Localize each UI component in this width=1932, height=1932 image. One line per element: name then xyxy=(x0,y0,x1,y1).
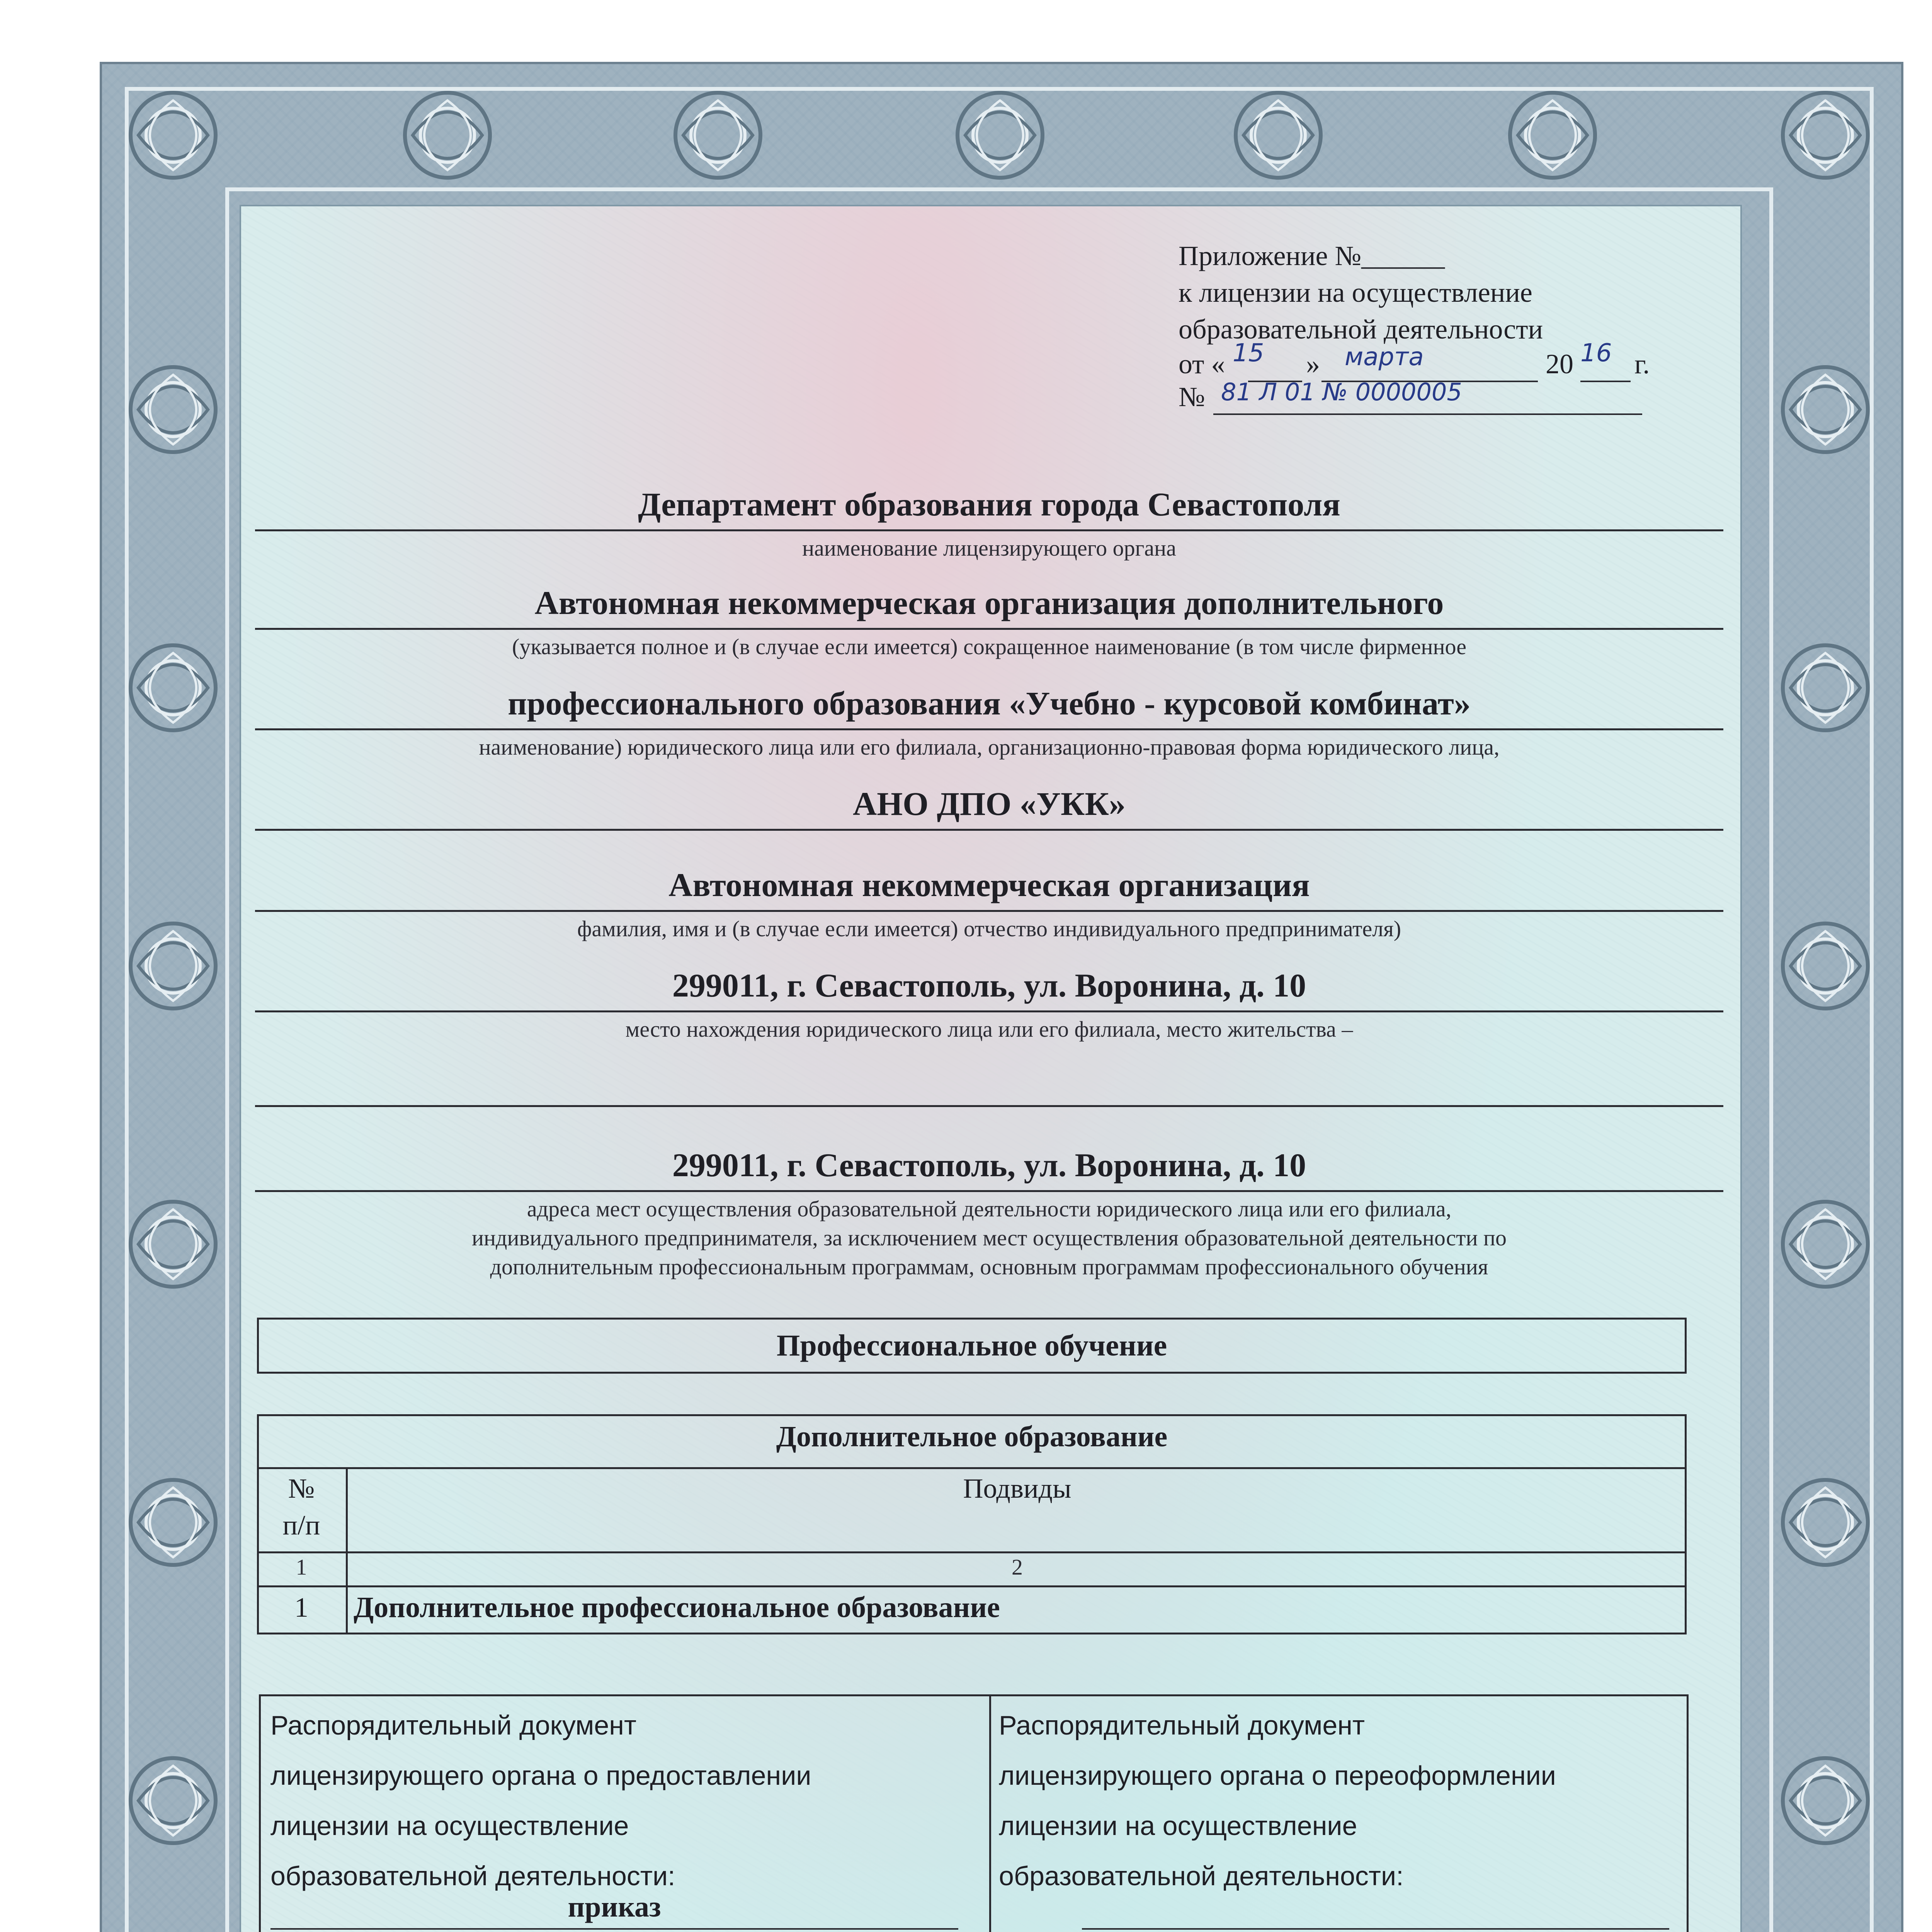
appendix-line1: Приложение №______ xyxy=(1179,240,1445,271)
decision-left-text: Распорядительный документ лицензирующего органа о предоставлении лицензии на осуществление образовательной деятельности: xyxy=(270,1710,811,1891)
org-caption2: наименование) юридического лица или его филиала, организационно-правовая форма юридического лица, xyxy=(479,735,1500,760)
decision-left-doc-type: приказ xyxy=(568,1891,661,1923)
licensing-body: Департамент образования города Севастополя xyxy=(638,486,1340,523)
activity-caption-line2: индивидуального предпринимателя, за исключением мест осуществления образовательной деятельности по xyxy=(471,1225,1507,1250)
org-short-name: АНО ДПО «УКК» xyxy=(853,785,1126,822)
org-name-line2: профессионального образования «Учебно - курсовой комбинат» xyxy=(508,685,1471,722)
index-cell-2: 2 xyxy=(1012,1554,1023,1580)
appendix-date-month: марта xyxy=(1345,343,1424,371)
form-inner-field xyxy=(240,205,1742,1932)
appendix-date-year: 16 xyxy=(1580,339,1612,367)
table-row-name: Дополнительное профессиональное образование xyxy=(354,1591,1000,1624)
col-num-header2: п/п xyxy=(282,1510,320,1541)
org-name-line1: Автономная некоммерческая организация дополнительного xyxy=(534,584,1444,621)
index-cell-1: 1 xyxy=(296,1554,307,1580)
appendix-number-value: 81 Л 01 № 0000005 xyxy=(1221,378,1462,406)
org-caption3: фамилия, имя и (в случае если имеется) отчество индивидуального предпринимателя) xyxy=(577,916,1401,941)
appendix-number-label: № xyxy=(1179,381,1205,412)
licensing-body-caption: наименование лицензирующего органа xyxy=(802,536,1176,561)
org-caption1: (указывается полное и (в случае если имеется) сокращенное наименование (в том числе фирменное xyxy=(512,634,1466,659)
org-legal-form: Автономная некоммерческая организация xyxy=(668,866,1310,903)
col-num-header: № xyxy=(288,1473,315,1504)
location-caption: место нахождения юридического лица или его филиала, место жительства – xyxy=(625,1017,1353,1042)
appendix-line3: образовательной деятельности xyxy=(1179,314,1543,345)
table-row-num: 1 xyxy=(294,1592,308,1623)
professional-training-title: Профессиональное обучение xyxy=(776,1328,1167,1362)
location-address: 299011, г. Севастополь, ул. Воронина, д. 10 xyxy=(672,967,1306,1004)
activity-address: 299011, г. Севастополь, ул. Воронина, д. 10 xyxy=(672,1146,1306,1184)
appendix-date: от « 15 » марта 20 16 г. xyxy=(1179,348,1662,383)
col-subtypes-header: Подвиды xyxy=(963,1473,1071,1504)
activity-caption-line1: адреса мест осуществления образовательной деятельности юридического лица или его филиала, xyxy=(527,1196,1452,1221)
appendix-date-day: 15 xyxy=(1233,339,1264,367)
activity-caption-line3: дополнительным профессиональным программам, основным программам профессионального обучения xyxy=(490,1254,1488,1279)
additional-education-title: Дополнительное образование xyxy=(776,1420,1168,1453)
decision-right-text: Распорядительный документ лицензирующего органа о переоформлении лицензии на осуществление образовательной деятельности: xyxy=(999,1710,1556,1891)
appendix-line2: к лицензии на осуществление xyxy=(1179,277,1532,308)
